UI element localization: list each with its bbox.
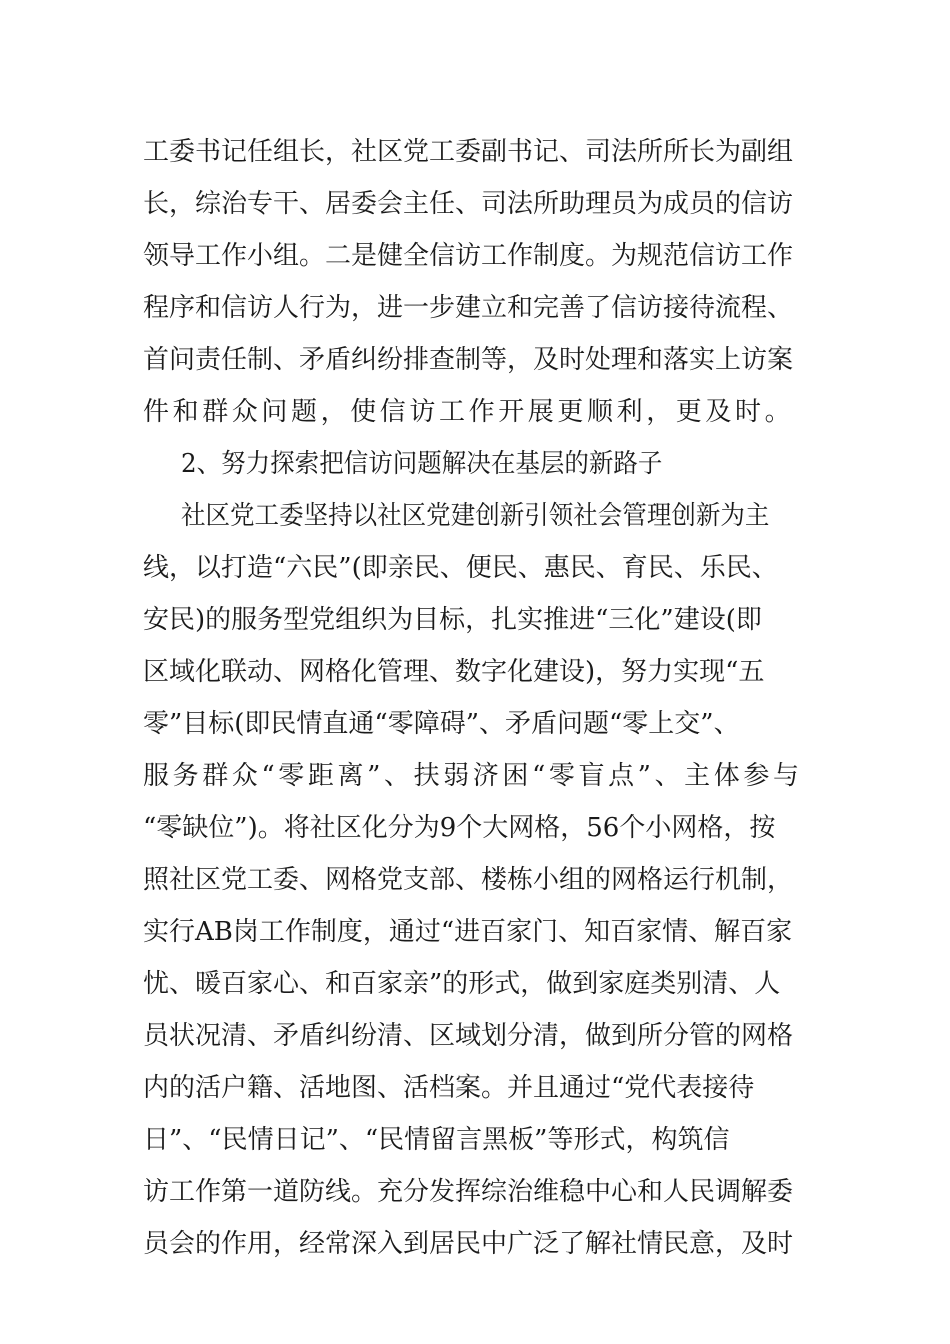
paragraph-line: 工委书记任组长，社区党工委副书记、司法所所长为副组 [143, 137, 794, 167]
paragraph-line: 员状况清、矛盾纠纷清、区域划分清，做到所分管的网格 [143, 1021, 794, 1051]
paragraph-line: 零”目标(即民情直通“零障碍”、矛盾问题“零上交”、 [143, 709, 740, 739]
paragraph-line: “零缺位”)。将社区化分为9个大网格，56个小网格，按 [143, 813, 776, 843]
paragraph-line: 安民)的服务型党组织为目标，扎实推进“三化”建设(即 [143, 605, 762, 635]
paragraph-line: 首问责任制、矛盾纠纷排查制等，及时处理和落实上访案 [143, 345, 794, 375]
paragraph-line: 内的活户籍、活地图、活档案。并且通过“党代表接待 [143, 1073, 755, 1103]
section-heading: 2、努力探索把信访问题解决在基层的新路子 [181, 449, 663, 479]
paragraph-line: 社区党工委坚持以社区党建创新引领社会管理创新为主 [181, 501, 770, 531]
paragraph-line: 程序和信访人行为，进一步建立和完善了信访接待流程、 [143, 293, 794, 323]
paragraph-line: 件和群众问题，使信访工作开展更顺利，更及时。 [143, 397, 795, 427]
paragraph-line: 服务群众“零距离”、扶弱济困“零盲点”、主体参与 [143, 761, 803, 791]
paragraph-line: 日”、“民情日记”、“民情留言黑板”等形式，构筑信 [143, 1125, 730, 1155]
paragraph-line: 照社区党工委、网格党支部、楼栋小组的网格运行机制， [143, 865, 794, 895]
paragraph-line: 区域化联动、网格化管理、数字化建设)，努力实现“五 [143, 657, 765, 687]
paragraph-line: 线，以打造“六民”(即亲民、便民、惠民、育民、乐民、 [143, 553, 778, 583]
paragraph-line: 忧、暖百家心、和百家亲”的形式，做到家庭类别清、人 [143, 969, 781, 999]
paragraph-line: 领导工作小组。二是健全信访工作制度。为规范信访工作 [143, 241, 794, 271]
paragraph-line: 实行AB岗工作制度，通过“进百家门、知百家情、解百家 [143, 917, 793, 947]
paragraph-line: 员会的作用，经常深入到居民中广泛了解社情民意，及时 [143, 1229, 794, 1259]
paragraph-line: 访工作第一道防线。充分发挥综治维稳中心和人民调解委 [143, 1177, 794, 1207]
paragraph-line: 长，综治专干、居委会主任、司法所助理员为成员的信访 [143, 189, 794, 219]
